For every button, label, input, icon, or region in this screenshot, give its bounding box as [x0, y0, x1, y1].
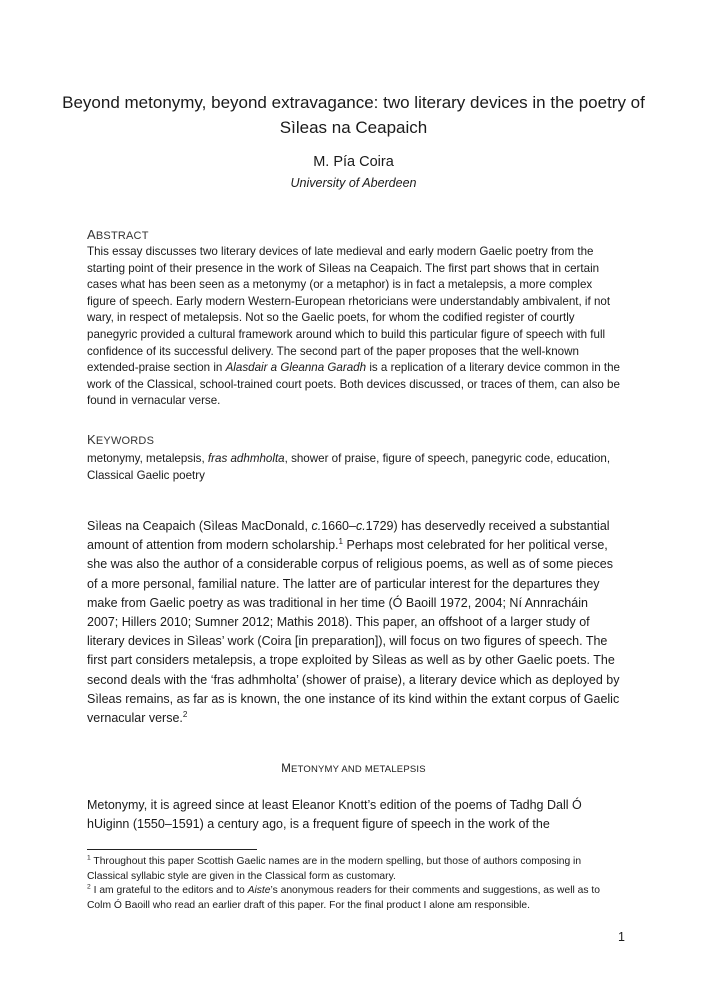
abstract-text: This essay discusses two literary devices of late medieval and early modern Gaelic poetry from the starting point of their presence in the work of Sìleas na Ceapaich. The first part shows that in certain cases what has been seen as a metonymy (or a metaphor) is in fact a metalepsis, a more complex figure of speech. Early modern Western-European rhetoricians were understandably ambivalent, if not wary, in respect of metalepsis. Not so the Gaelic poets, for whom the codified register of courtly panegyric provided a cultural framework around which to build this particular figure of speech with full confidence of its successful delivery. The second part of the paper proposes that the well-known extended-praise section in Alasdair a Gleanna Garadh is a replication of a literary device common in the work of the Classical, school-trained court poets. Both devices discussed, or traces of them, can also be found in vernacular verse.: [87, 245, 620, 408]
keywords-text: metonymy, metalepsis, fras adhmholta, shower of praise, figure of speech, panegyric code, education, Classical Gaelic poetry: [87, 452, 611, 482]
abstract-heading: ABSTRACT: [87, 227, 149, 242]
footnote-ref-2[interactable]: 2: [182, 709, 188, 719]
keywords-heading: KEYWORDS: [87, 432, 155, 447]
section-paragraph: Metonymy, it is agreed since at least Eleanor Knott’s edition of the poems of Tadhg Dall Ó hUiginn (1550–1591) a century ago, is a frequent figure of speech in the work of the: [87, 798, 582, 832]
author-name: M. Pía Coira: [313, 154, 394, 170]
paper-title: Beyond metonymy, beyond extravagance: two literary devices in the poetry of Sìleas na Ceapaich: [62, 93, 645, 137]
section-heading: METONYMY AND METALEPSIS: [281, 763, 426, 775]
footnote-1: $^1$ Throughout this paper Scottish Gaelic names are in the modern spelling, but those of authors composing in Classical syllabic style are given in the Classical form as customary.: [87, 854, 582, 882]
footnote-2: $^2$ I am grateful to the editors and to Aiste’s anonymous readers for their comments and suggestions, as well as to Colm Ó Baoill who read an earlier draft of this paper. For the final product I alone am responsible.: [87, 883, 600, 911]
footnote-ref-1[interactable]: 1: [338, 537, 344, 547]
footnote-divider: [87, 849, 257, 850]
page-number: 1: [618, 930, 625, 944]
intro-paragraph: Sìleas na Ceapaich (Sìleas MacDonald, c.1660–c.1729) has deservedly received a substantial amount of attention from modern scholarship.$^1$ Perhaps most celebrated for her political verse, she was also the author of a considerable corpus of religious poems, as well as of some pieces of a more personal, familial nature. The latter are of particular interest for the departures they make from Gaelic poetry as was traditional in her time (Ó Baoill 1972, 2004; Ní Annracháin 2007; Hillers 2010; Sumner 2012; Mathis 2018). This paper, an offshoot of a larger study of literary devices in Sìleas’ work (Coira [in preparation]), will focus on two figures of speech. The first part considers metalepsis, a trope exploited by Sìleas as well as by other Gaelic poets. The second deals with the ‘fras adhmholta’ (shower of praise), a literary device which as deployed by Sìleas remains, as far as is known, the one instance of its kind within the extant corpus of Gaelic vernacular verse.$^2$: [87, 519, 620, 726]
author-affiliation: University of Aberdeen: [290, 176, 417, 190]
